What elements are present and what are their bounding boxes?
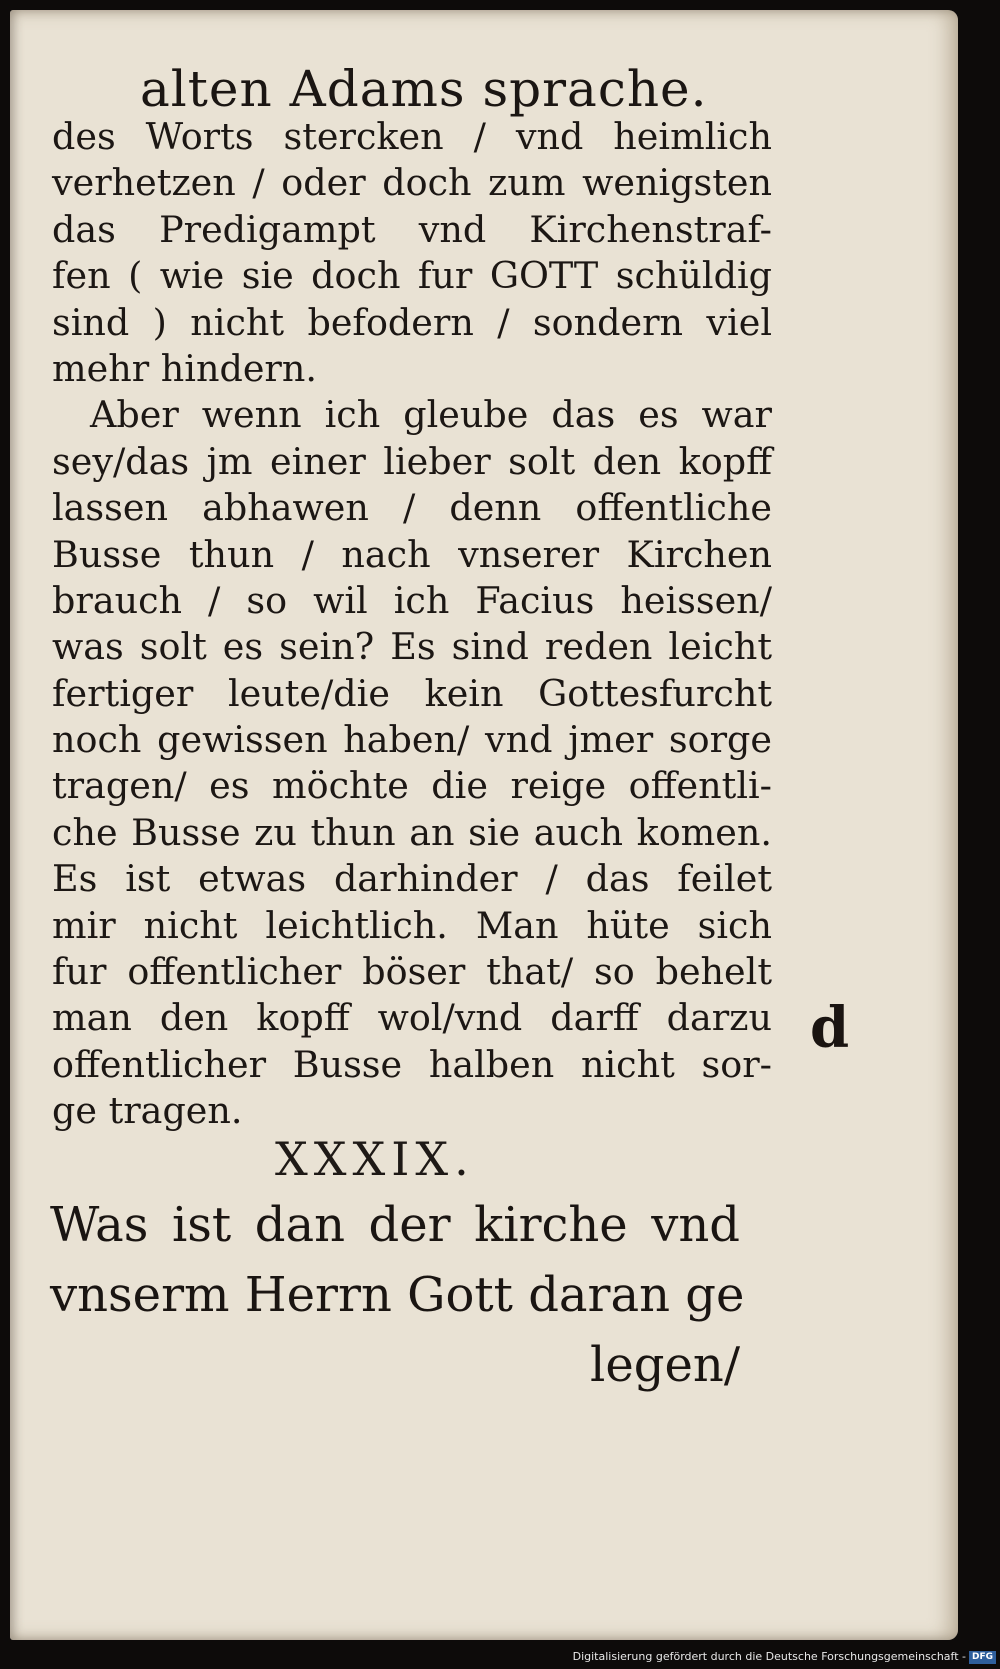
text-line: brauch / so wil ich Facius heissen/ (52, 578, 772, 622)
text-line: was solt es sein? Es sind reden leicht (52, 625, 772, 669)
footer-bar (0, 1648, 1000, 1669)
text-line: Es ist etwas darhinder / das feilet (52, 857, 772, 901)
text-line: sey/das jm einer lieber solt den kopff (52, 439, 772, 483)
text-line: mehr hindern. (52, 346, 317, 390)
signature-mark: d (810, 995, 850, 1061)
heading-line: Was ist dan der kirche vnd (50, 1197, 740, 1253)
section-number: XXXIX. (275, 1132, 475, 1186)
funding-credit: Digitalisierung gefördert durch die Deutsche Forschungsgemeinschaft - (572, 1650, 966, 1663)
heading-line: legen/ (590, 1337, 740, 1393)
dfg-logo: DFG (969, 1651, 996, 1664)
text-line: noch gewissen haben/ vnd jmer sorge (52, 718, 772, 762)
text-line: das Predigampt vnd Kirchenstraf- (52, 207, 772, 251)
text-line: fur offentlicher böser that/ so behelt (52, 950, 772, 994)
heading-line: vnserm Herrn Gott daran ge (50, 1267, 745, 1323)
text-line: fen ( wie sie doch fur GOTT schüldig (52, 254, 772, 298)
book-page (10, 10, 958, 1640)
text-line: man den kopff wol/vnd darff darzu (52, 996, 772, 1040)
text-line: verhetzen / oder doch zum wenigsten (52, 161, 772, 205)
paragraph-start-line: Aber wenn ich gleube das es war (90, 393, 772, 437)
text-line: ge tragen. (52, 1089, 243, 1133)
text-line: lassen abhawen / denn offentliche (52, 486, 772, 530)
running-head: alten Adams sprache. (140, 60, 708, 118)
text-line: offentlicher Busse halben nicht sor- (52, 1042, 772, 1086)
text-line: fertiger leute/die kein Gottesfurcht (52, 671, 772, 715)
text-line: mir nicht leichtlich. Man hüte sich (52, 903, 772, 947)
body-text (52, 114, 772, 1135)
text-line: che Busse zu thun an sie auch komen. (52, 810, 772, 854)
text-line: Busse thun / nach vnserer Kirchen (52, 532, 772, 576)
text-line: des Worts stercken / vnd heimlich (52, 115, 772, 158)
text-line: tragen/ es möchte die reige offentli- (52, 764, 772, 808)
text-line: sind ) nicht befodern / sondern viel (52, 300, 772, 344)
section-heading (50, 1190, 745, 1400)
